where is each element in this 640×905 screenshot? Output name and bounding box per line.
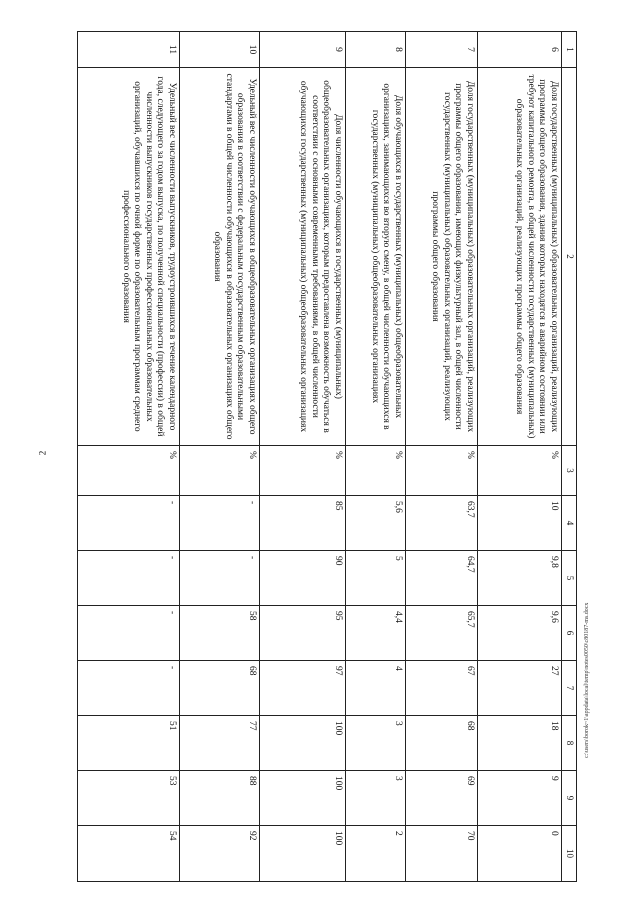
value-cell: 100 <box>260 771 346 826</box>
value-cell: 88 <box>180 771 260 826</box>
indicator-description: Доля государственных (муниципальных) образовательных организаций, реализующих программы общего образования, здания которых находятся в аварийном состоянии или требуют капитального ремонта, в общей численности государственных (муниципальных) образовательных организаций, реализующих программы общего образования <box>478 68 562 446</box>
indicator-description: Доля численности обучающихся в государственных (муниципальных) общеобразовательных организациях, которым предоставлена возможность обучаться в соответствии с основными современными требованиями, в общей численности обучающихся государственных (муниципальных) общеобразовательных организациях <box>260 68 346 446</box>
value-cell: 95 <box>260 606 346 661</box>
value-cell: - <box>180 551 260 606</box>
value-cell: 97 <box>260 661 346 716</box>
value-cell: 70 <box>406 826 478 882</box>
value-cell: 9,8 <box>478 551 562 606</box>
rotated-table-container <box>77 31 577 881</box>
value-cell: 63,7 <box>406 496 478 551</box>
header-cell: 10 <box>562 826 577 882</box>
value-cell: - <box>78 606 180 661</box>
value-cell: 5 <box>346 551 406 606</box>
value-cell: 10 <box>478 496 562 551</box>
table-row <box>260 32 346 882</box>
value-cell: 5,6 <box>346 496 406 551</box>
page-number: 2 <box>37 450 48 456</box>
header-cell: 6 <box>562 606 577 661</box>
header-cell: 8 <box>562 716 577 771</box>
table-row <box>406 32 478 882</box>
value-cell: 3 <box>346 716 406 771</box>
unit-cell: % <box>346 446 406 496</box>
value-cell: 9,6 <box>478 606 562 661</box>
value-cell: 92 <box>180 826 260 882</box>
header-cell: 7 <box>562 661 577 716</box>
unit-cell: % <box>260 446 346 496</box>
indicator-description: Удельный вес численности обучающихся в общеобразовательных организациях общего образования в соответствии с федеральным государственным образовательными стандартами в общей численности обучающихся в образовательных организациях общего образования <box>180 68 260 446</box>
value-cell: 100 <box>260 826 346 882</box>
row-number: 6 <box>478 32 562 68</box>
unit-cell: % <box>406 446 478 496</box>
table-row <box>346 32 406 882</box>
unit-cell: % <box>180 446 260 496</box>
row-number: 8 <box>346 32 406 68</box>
value-cell: 54 <box>78 826 180 882</box>
indicator-description: Доля обучающихся в государственных (муниципальных) общеобразовательных организациях, занимающихся во вторую смену, в общей численности обучающихся в государственных (муниципальных) общеобразовательных организациях <box>346 68 406 446</box>
value-cell: 3 <box>346 771 406 826</box>
value-cell: 27 <box>478 661 562 716</box>
indicator-description: Удельный вес численности выпускников, трудоустроившихся в течение календарного года, следующего за годом выпуска, по полученной специальности (профессии) в общей численности выпускников государственных профессиональных образовательных организаций, обучавшихся по очной форме по образовательным программам среднего профессионального образования <box>78 68 180 446</box>
row-number: 11 <box>78 32 180 68</box>
value-cell: 67 <box>406 661 478 716</box>
value-cell: 4 <box>346 661 406 716</box>
header-cell: 2 <box>562 68 577 446</box>
table-row <box>180 32 260 882</box>
value-cell: 100 <box>260 716 346 771</box>
row-number: 9 <box>260 32 346 68</box>
value-cell: 2 <box>346 826 406 882</box>
row-number: 10 <box>180 32 260 68</box>
header-cell: 1 <box>562 32 577 68</box>
value-cell: 18 <box>478 716 562 771</box>
table-header-row <box>562 32 577 882</box>
value-cell: - <box>78 661 180 716</box>
value-cell: 53 <box>78 771 180 826</box>
footer-file-path: c:\users\borok~1\appdata\local\temp\notes0050\c80187-ms.docx <box>584 602 590 758</box>
value-cell: 68 <box>406 716 478 771</box>
value-cell: 4,4 <box>346 606 406 661</box>
value-cell: - <box>78 496 180 551</box>
value-cell: - <box>78 551 180 606</box>
value-cell: 85 <box>260 496 346 551</box>
value-cell: 51 <box>78 716 180 771</box>
header-cell: 5 <box>562 551 577 606</box>
value-cell: 69 <box>406 771 478 826</box>
header-cell: 3 <box>562 446 577 496</box>
value-cell: 65,7 <box>406 606 478 661</box>
value-cell: 58 <box>180 606 260 661</box>
header-cell: 4 <box>562 496 577 551</box>
value-cell: 77 <box>180 716 260 771</box>
value-cell: 9 <box>478 771 562 826</box>
value-cell: 64,7 <box>406 551 478 606</box>
table-row <box>478 32 562 882</box>
indicators-table <box>77 31 577 882</box>
value-cell: - <box>180 496 260 551</box>
value-cell: 0 <box>478 826 562 882</box>
value-cell: 90 <box>260 551 346 606</box>
indicator-description: Доля государственных (муниципальных) образовательных организаций, реализующих программы общего образования, имеющих физкультурный зал, в общей численности государственных (муниципальных) образовательных организаций, реализующих программы общего образования <box>406 68 478 446</box>
value-cell: 68 <box>180 661 260 716</box>
header-cell: 9 <box>562 771 577 826</box>
row-number: 7 <box>406 32 478 68</box>
unit-cell: % <box>78 446 180 496</box>
unit-cell: % <box>478 446 562 496</box>
table-row <box>78 32 180 882</box>
